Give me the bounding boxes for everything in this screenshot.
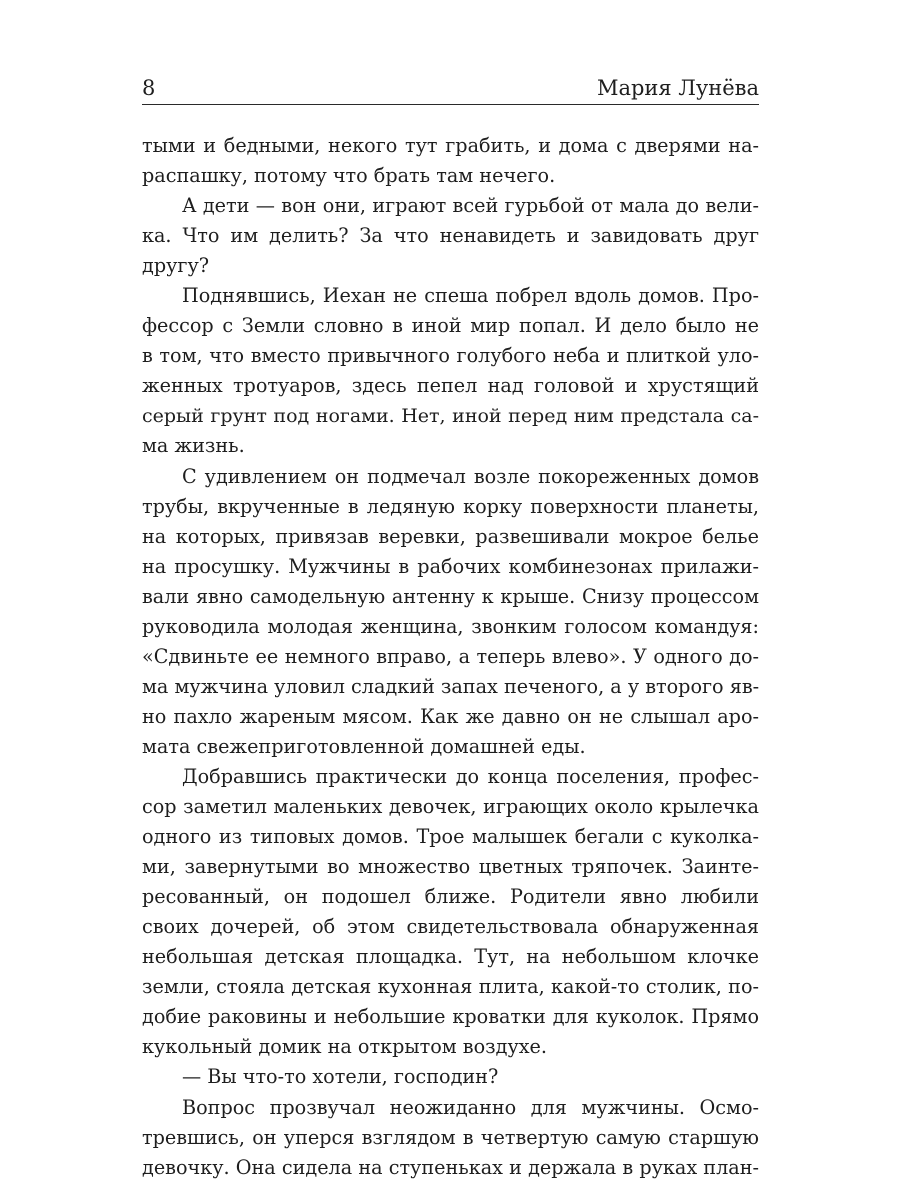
text-line: женных тротуаров, здесь пепел над головой и хрустящий <box>142 374 759 398</box>
text-line: вали явно самодельную антенну к крыше. Снизу процессом <box>142 584 759 608</box>
text-line: мата свежеприготовленной домашней еды. <box>142 734 586 758</box>
text-line: А дети — вон они, играют всей гурьбой от мала до вели- <box>182 194 759 218</box>
text-line: небольшая детская площадка. Тут, на небольшом клочке <box>142 945 759 969</box>
text-line: руководила молодая женщина, звонким голосом командуя: <box>142 614 759 638</box>
text-line: ми, завернутыми во множество цветных тряпочек. Заинте- <box>142 855 759 879</box>
text-line: девочку. Она сидела на ступеньках и держала в руках план- <box>142 1155 759 1179</box>
text-line: своих дочерей, об этом свидетельствовала обнаруженная <box>142 915 759 939</box>
running-header <box>142 72 759 105</box>
text-line: тревшись, он уперся взглядом в четвертую самую старшую <box>142 1125 759 1149</box>
text-line: серый грунт под ногами. Нет, иной перед ним предстала са- <box>142 405 759 428</box>
text-line: земли, стояла детская кухонная плита, какой-то столик, по- <box>142 975 759 999</box>
text-line: но пахло жареным мясом. Как же давно он не слышал аро- <box>142 704 759 728</box>
text-line: тыми и бедными, некого тут грабить, и дома с дверями на- <box>142 134 759 157</box>
text-line: ка. Что им делить? За что ненавидеть и завидовать друг <box>142 224 759 248</box>
text-line: добие раковины и небольшие кроватки для куколок. Прямо <box>142 1005 759 1029</box>
text-line: — Вы что-то хотели, господин? <box>182 1065 499 1089</box>
text-line: Добравшись практически до конца поселения, профес- <box>182 764 759 788</box>
text-line: распашку, потому что брать там нечего. <box>142 164 556 188</box>
text-line: на просушку. Мужчины в рабочих комбинезонах прилажи- <box>142 554 759 578</box>
text-line: С удивлением он подмечал возле покореженных домов <box>182 464 759 488</box>
text-line: фессор с Земли словно в иной мир попал. И дело было не <box>142 314 759 338</box>
text-line: в том, что вместо привычного голубого неба и плиткой уло- <box>142 344 759 368</box>
text-line: Вопрос прозвучал неожиданно для мужчины. Осмо- <box>182 1095 759 1119</box>
text-line: «Сдвиньте ее немного вправо, а теперь влево». У одного до- <box>142 644 759 668</box>
text-line: на которых, привязав веревки, развешивали мокрое белье <box>142 524 759 548</box>
running-title: Мария Лунёва <box>596 76 759 100</box>
text-line: кукольный домик на открытом воздухе. <box>142 1035 548 1059</box>
text-line: трубы, вкрученные в ледяную корку поверхности планеты, <box>142 494 759 518</box>
body-text <box>142 131 759 1183</box>
text-line: другу? <box>142 254 210 278</box>
text-line: ресованный, он подошел ближе. Родители явно любили <box>142 885 759 909</box>
text-line: сор заметил маленьких девочек, играющих около крылечка <box>142 795 759 819</box>
text-line: одного из типовых домов. Трое малышек бегали с куколка- <box>142 825 759 849</box>
text-line: ма жизнь. <box>142 434 245 458</box>
text-line: Поднявшись, Иехан не спеша побрел вдоль домов. Про- <box>182 284 759 308</box>
page-number: 8 <box>142 76 156 100</box>
text-line: ма мужчина уловил сладкий запах печеного, а у второго яв- <box>142 674 760 698</box>
